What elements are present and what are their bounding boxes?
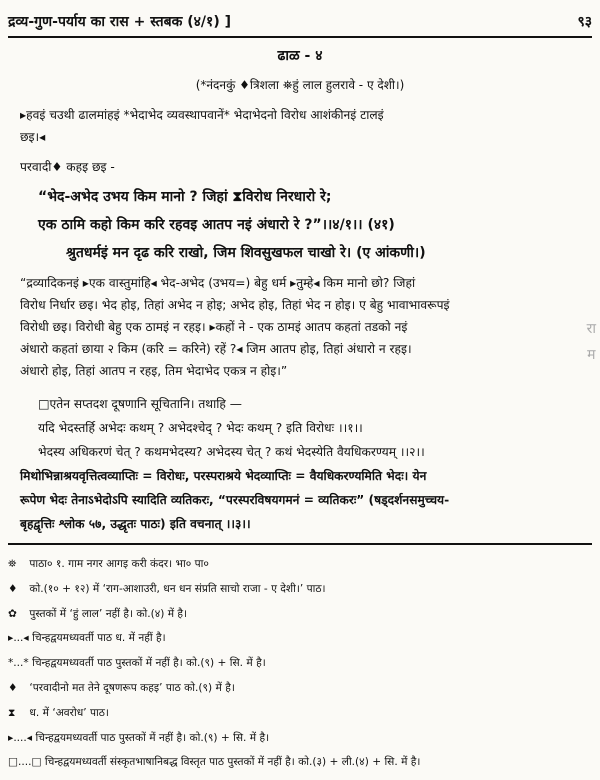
page-number: ९३ — [577, 13, 592, 30]
commentary-line: विरोधी छइ। विरोधी बेहु एक ठामइं न रहइ। ▸कहों ने - एक ठामइं आतप कहतां तडको नइं — [20, 320, 408, 334]
dhal-heading: ढाळ - ४ — [277, 48, 323, 64]
verse-line: “भेद-अभेद उभय किम मानो ? जिहां ⧗विरोध निरधारो रे; — [38, 189, 332, 205]
verse-line: एक ठामि कहो किम करि रहवइ आतप नइं अंधारो रे ?”।।४/१।। (४१) — [38, 217, 395, 233]
paravadi-line: परवादी♦ कहइ छइ - — [20, 160, 115, 174]
sanskrit-block — [20, 392, 582, 536]
commentary — [20, 272, 582, 382]
footnote: ▸...◂ चिन्हद्वयमध्यवर्ती पाठ ध. में नहीं है। — [8, 632, 166, 645]
verse-block — [38, 183, 584, 267]
commentary-line: अंधारो होइ, तिहां आतप न रहइ, तिम भेदाभेद एकत्र न होइ।” — [20, 364, 288, 378]
sanskrit-line: बृहद्वृत्तिः श्लोक ५७, उद्धृतः पाठः) इति वचनात् ।।३।। — [20, 517, 251, 531]
commentary-line: “द्रव्यादिकनइं ▸एक वास्तुमांहि◂ भेद-अभेद (उभय=) बेहु धर्म ▸तुम्हे◂ किम मानो छो? जिहां — [20, 276, 416, 290]
running-title: द्रव्य-गुण-पर्याय का रास + स्तबक (४/१) ] — [8, 13, 231, 30]
margin-marks: रा म — [586, 321, 596, 363]
footnote-divider — [8, 543, 592, 545]
sanskrit-line: यदि भेदस्तर्हि अभेदः कथम् ? अभेदश्चेद् ? भेदः कथम् ? इति विरोधः ।।१।। — [38, 421, 363, 435]
intro-paragraph: ▸हवइं चउथी ढालमांहइं *भेदाभेद व्यवस्थापवानें* भेदाभेदनो विरोध आशंकीनइं टालइं छइ।◂ — [20, 108, 384, 144]
commentary-line: विरोध निर्धार छइ। भेद होइ, तिहां अभेद न होइ; अभेद होइ, तिहां भेद न होइ। ए बेहु भावाभावरूपइं — [20, 298, 450, 312]
footnote: ⛯ पाठा० १. गाम नगर आगइ करी कंदर। भा० पा० — [8, 558, 209, 570]
footnote: ♦ को.(१० + १२) में ‘राग-आशाउरी, धन धन संप्रति साचो राजा - ए देशी।’ पाठ। — [8, 582, 326, 595]
sanskrit-line: मिथोभिन्नाश्रयवृत्तित्वव्याप्तिः = विरोधः, परस्पराश्रये भेदव्याप्तिः = वैयधिकरण्यमिति भेदः। येन — [20, 469, 427, 483]
commentary-line: अंधारो कहतां छाया २ किम (करि = करिने) रहें ?◂ जिम आतप होइ, तिहां अंधारो न रहइ। — [20, 342, 412, 356]
sanskrit-line: रूपेण भेदः तेनाऽभेदोऽपि स्यादिति व्यतिकरः, “परस्परविषयगमनं = व्यतिकरः” (षड्दर्शनसमुच्चय- — [20, 493, 450, 507]
footnotes — [8, 552, 592, 775]
footnote: ▸....◂ चिन्हद्वयमध्यवर्ती पाठ पुस्तकों में नहीं है। को.(९) + सि. में है। — [8, 731, 270, 744]
page-header — [8, 6, 592, 38]
footnote: ⧗ ध. में ‘अवरोध’ पाठ। — [8, 706, 109, 719]
tune-note: (*नंदनकुं ♦त्रिशला ⛯हुं लाल हुलरावे - ए देशी।) — [195, 78, 405, 92]
sanskrit-line: □एतेन सप्तदश दूषणानि सूचितानि। तथाहि — — [38, 397, 242, 411]
footnote: □....□ चिन्हद्वयमध्यवर्ती संस्कृतभाषानिबद्ध विस्तृत पाठ पुस्तकों में नहीं है। को.(३) + ली.(४) + सि. में है। — [8, 756, 421, 769]
footnote: ♦ ‘परवादीनो मत तेने दूषणरूप कहइ’ पाठ को.(९) में है। — [8, 681, 235, 694]
footnote: ✿ पुस्तकों में ‘हुं लाल’ नहीं है। को.(४) में है। — [8, 607, 188, 620]
sanskrit-line: भेदस्य अधिकरणं चेत् ? कथमभेदस्य? अभेदस्य चेत् ? कथं भेदस्येति वैयधिकरण्यम् ।।२।। — [38, 445, 425, 459]
verse-line: श्रुतधर्मइं मन दृढ करि राखो, जिम शिवसुखफल चाखो रे। (ए आंकणी।) — [66, 245, 426, 261]
footnote: *...* चिन्हद्वयमध्यवर्ती पाठ पुस्तकों में नहीं है। को.(९) + सि. में है। — [8, 657, 266, 670]
